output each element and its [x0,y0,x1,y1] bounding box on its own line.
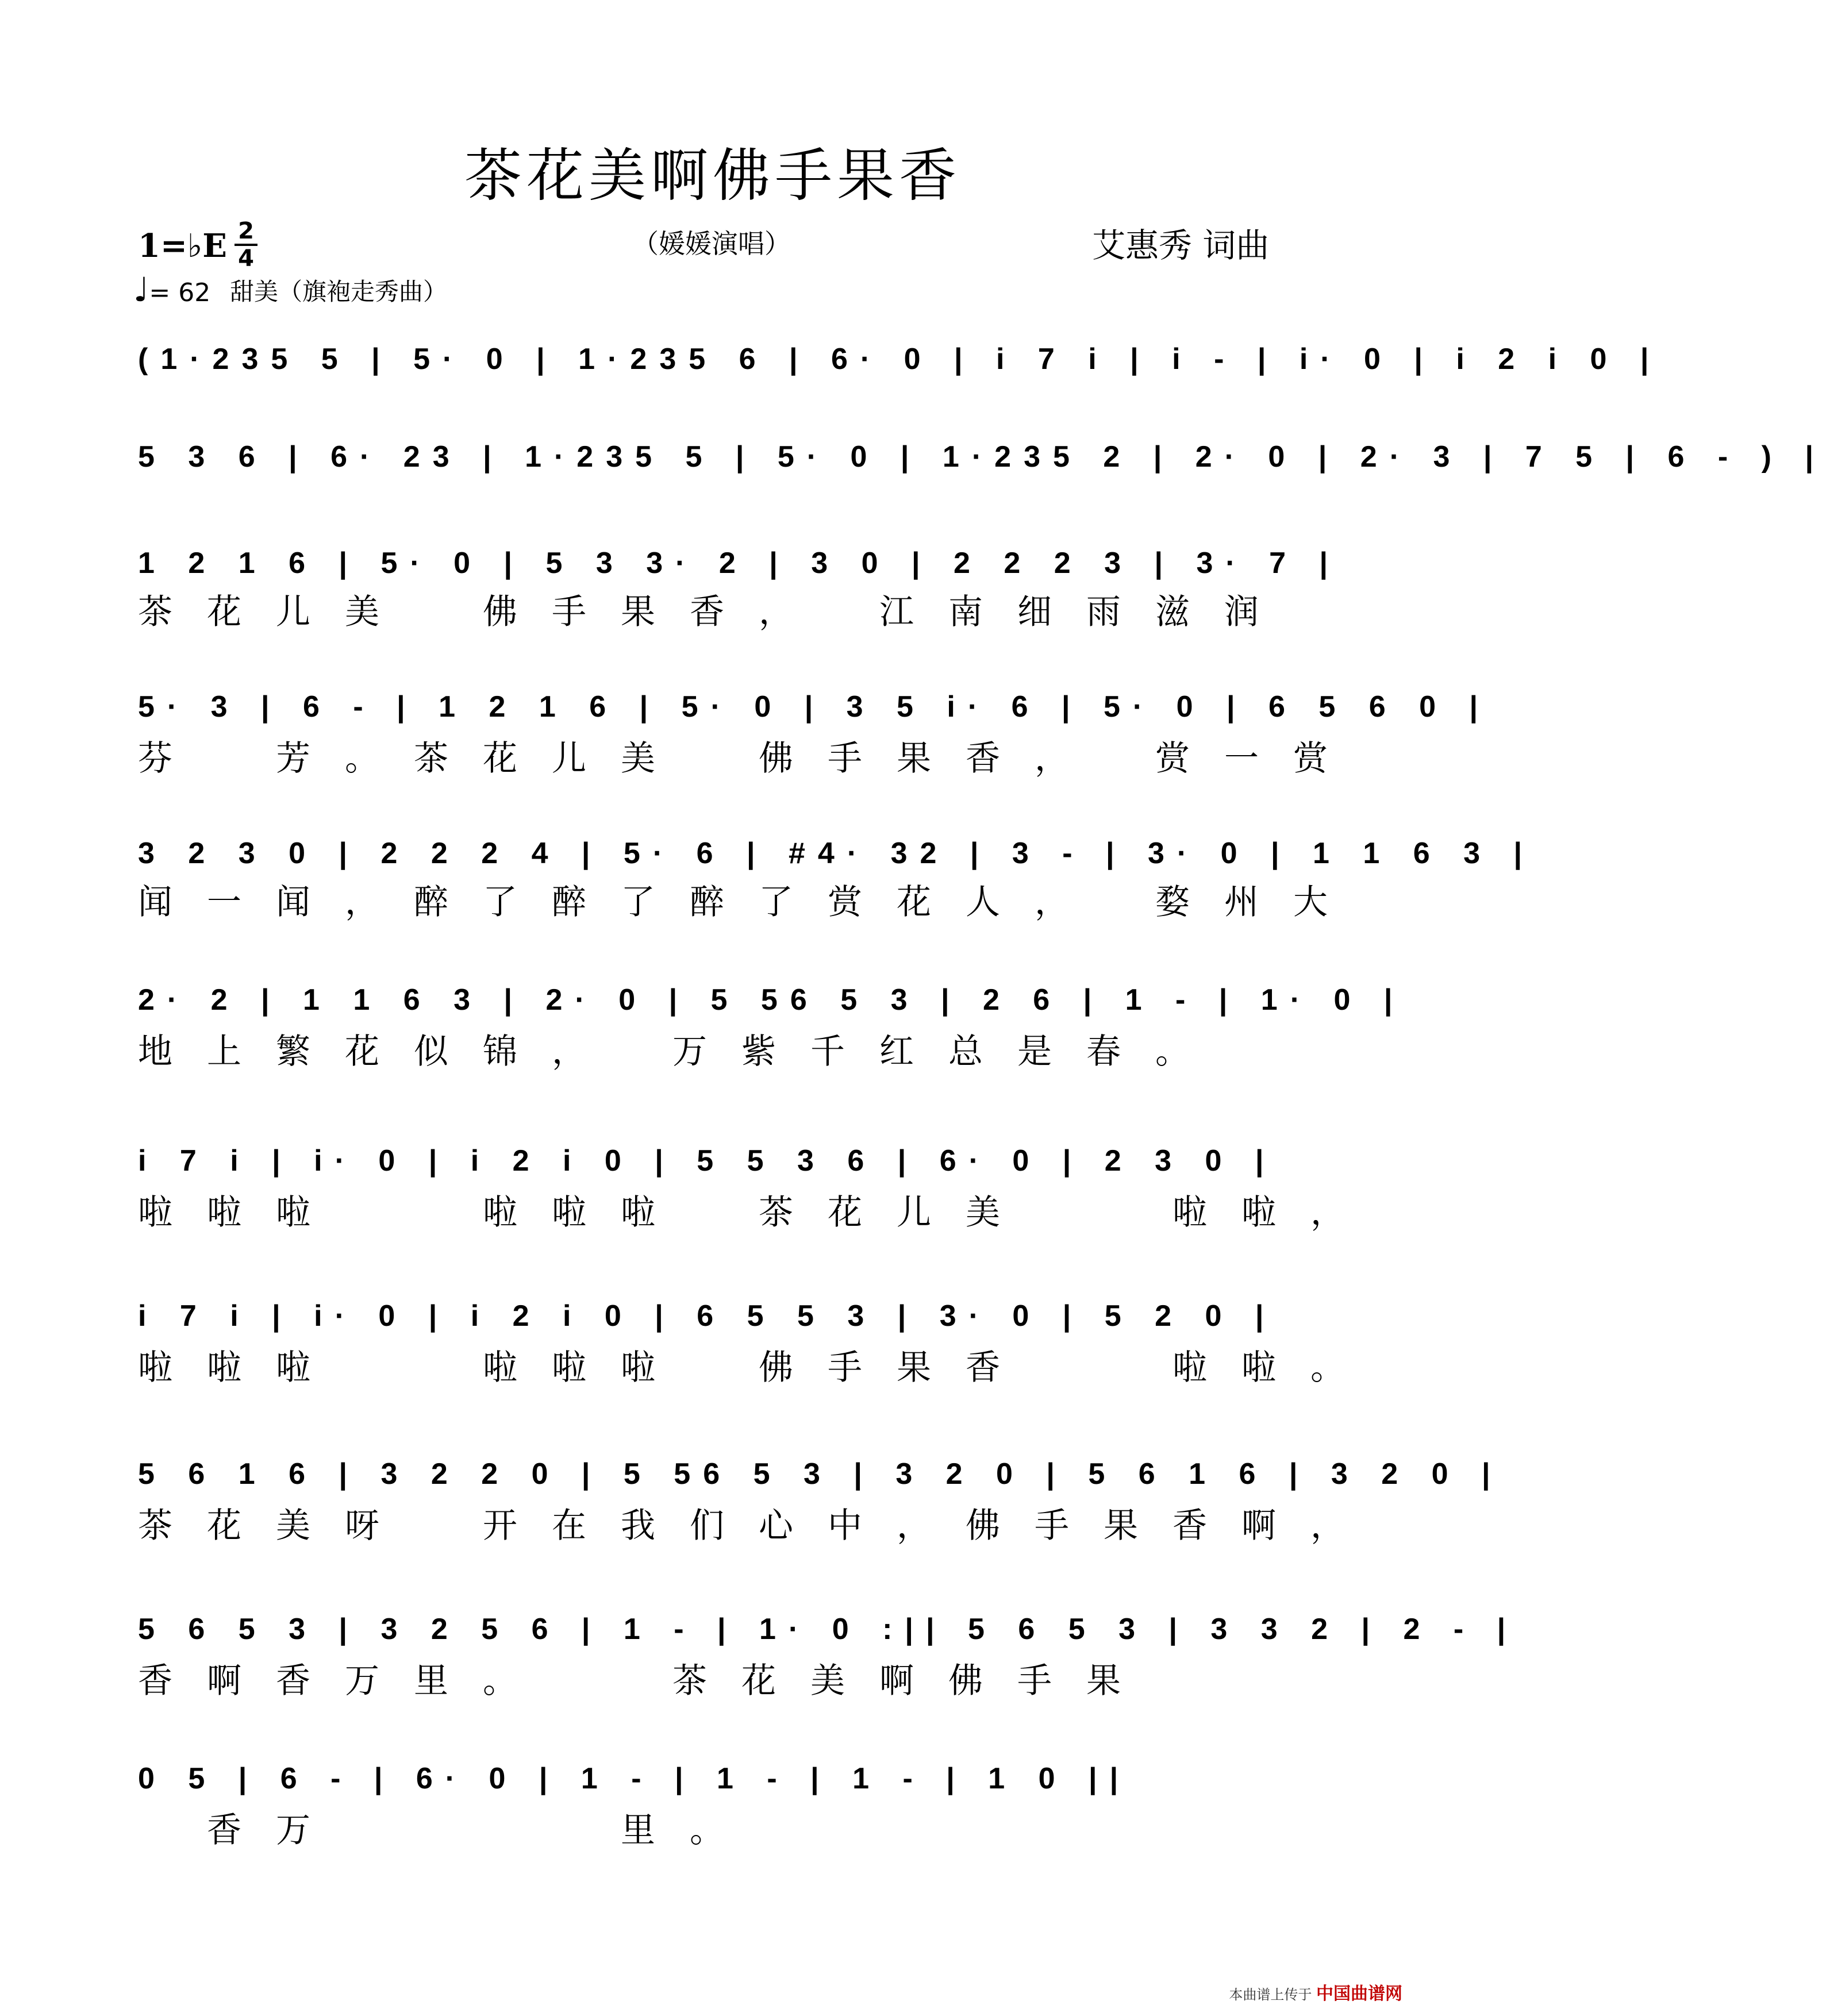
notation-line: 1 2 1 6 | 5· 0 | 5 3 3· 2 | 3 0 | 2 2 2 3 | 3· 7 | [138,547,1341,580]
quarter-note-icon: ♩ [133,270,149,309]
score-row-3 [138,537,1341,595]
score-row-5 [138,828,1535,885]
score-row-10 [138,1603,1519,1661]
notation-line: 5 3 6 | 6· 23 | 1·235 5 | 5· 0 | 1·235 2 | 2· 0 | 2· 3 | 7 5 | 6 - ) | [138,440,1826,474]
footer-credit [1229,1979,1402,2005]
key-signature: 1=♭E [138,227,227,265]
notation-line: (1·235 5 | 5· 0 | 1·235 6 | 6· 0 | i 7 i | i - | i· 0 | i 2 i 0 | [138,343,1662,376]
lyric-line: 啦啦啦 啦啦啦 茶花儿美 啦啦， [138,1192,1379,1233]
footer-text: 本曲谱上传于 [1229,1987,1312,2003]
lyric-line: 茶花儿美 佛手果香， 江南细雨滋润 [138,592,1293,632]
score-row-8 [138,1290,1299,1348]
lyric-line: 地上繁花似锦， 万紫千红总是春。 [138,1032,1224,1072]
notation-line: i 7 i | i· 0 | i 2 i 0 | 6 5 5 3 | 3· 0 | 5 2 0 | [138,1299,1277,1333]
time-signature-top: 2 [238,218,254,244]
footer-site-logo[interactable]: 中国曲谱网 [1316,1984,1402,2004]
expression-marking: 甜美（旗袍走秀曲） [230,278,448,306]
score-row-4 [138,681,1491,738]
notation-line: i 7 i | i· 0 | i 2 i 0 | 5 5 3 6 | 6· 0 | 2 3 0 | [138,1144,1277,1178]
lyric-line: 闻一闻，醉了醉了醉了赏花人， 婺州大 [138,882,1362,922]
lyric-line: 香啊香万里。 茶花美啊佛手果 [138,1661,1155,1701]
score-row-2 [138,431,1826,488]
notation-line: 5 6 1 6 | 3 2 2 0 | 5 56 5 3 | 3 2 0 | 5 6 1 6 | 3 2 0 | [138,1457,1503,1491]
notation-line: 0 5 | 6 - | 6· 0 | 1 - | 1 - | 1 - | 1 0 || [138,1762,1131,1795]
score-row-1 [138,333,1662,391]
lyric-line: 香万 里。 [138,1810,759,1850]
lyric-line: 芬 芳。茶花儿美 佛手果香， 赏一赏 [138,738,1362,779]
page-title: 茶花美啊佛手果香 [464,142,961,209]
score-row-6 [138,974,1405,1032]
tempo-value: = 62 [149,278,211,307]
notation-line: 2· 2 | 1 1 6 3 | 2· 0 | 5 56 5 3 | 2 6 | 1 - | 1· 0 | [138,983,1405,1017]
notation-line: 5 6 5 3 | 3 2 5 6 | 1 - | 1· 0 :|| 5 6 5 3 | 3 3 2 | 2 - | [138,1613,1519,1646]
notation-line: 5· 3 | 6 - | 1 2 1 6 | 5· 0 | 3 5 i· 6 | 5· 0 | 6 5 6 0 | [138,690,1491,724]
lyric-line: 啦啦啦 啦啦啦 佛手果香 啦啦。 [138,1348,1379,1388]
notation-line: 3 2 3 0 | 2 2 2 4 | 5· 6 | #4· 32 | 3 - | 3· 0 | 1 1 6 3 | [138,837,1535,870]
time-signature [235,220,257,270]
author-credit: 艾惠秀 词曲 [1092,226,1270,265]
tempo-marking [133,270,210,309]
time-signature-bottom: 4 [238,245,254,272]
lyric-line: 茶花美呀 开在我们心中，佛手果香啊， [138,1506,1379,1546]
score-row-7 [138,1135,1299,1192]
singer-credit: （媛媛演唱） [632,228,791,259]
score-row-11 [138,1753,1299,1810]
score-row-9 [138,1448,1503,1506]
